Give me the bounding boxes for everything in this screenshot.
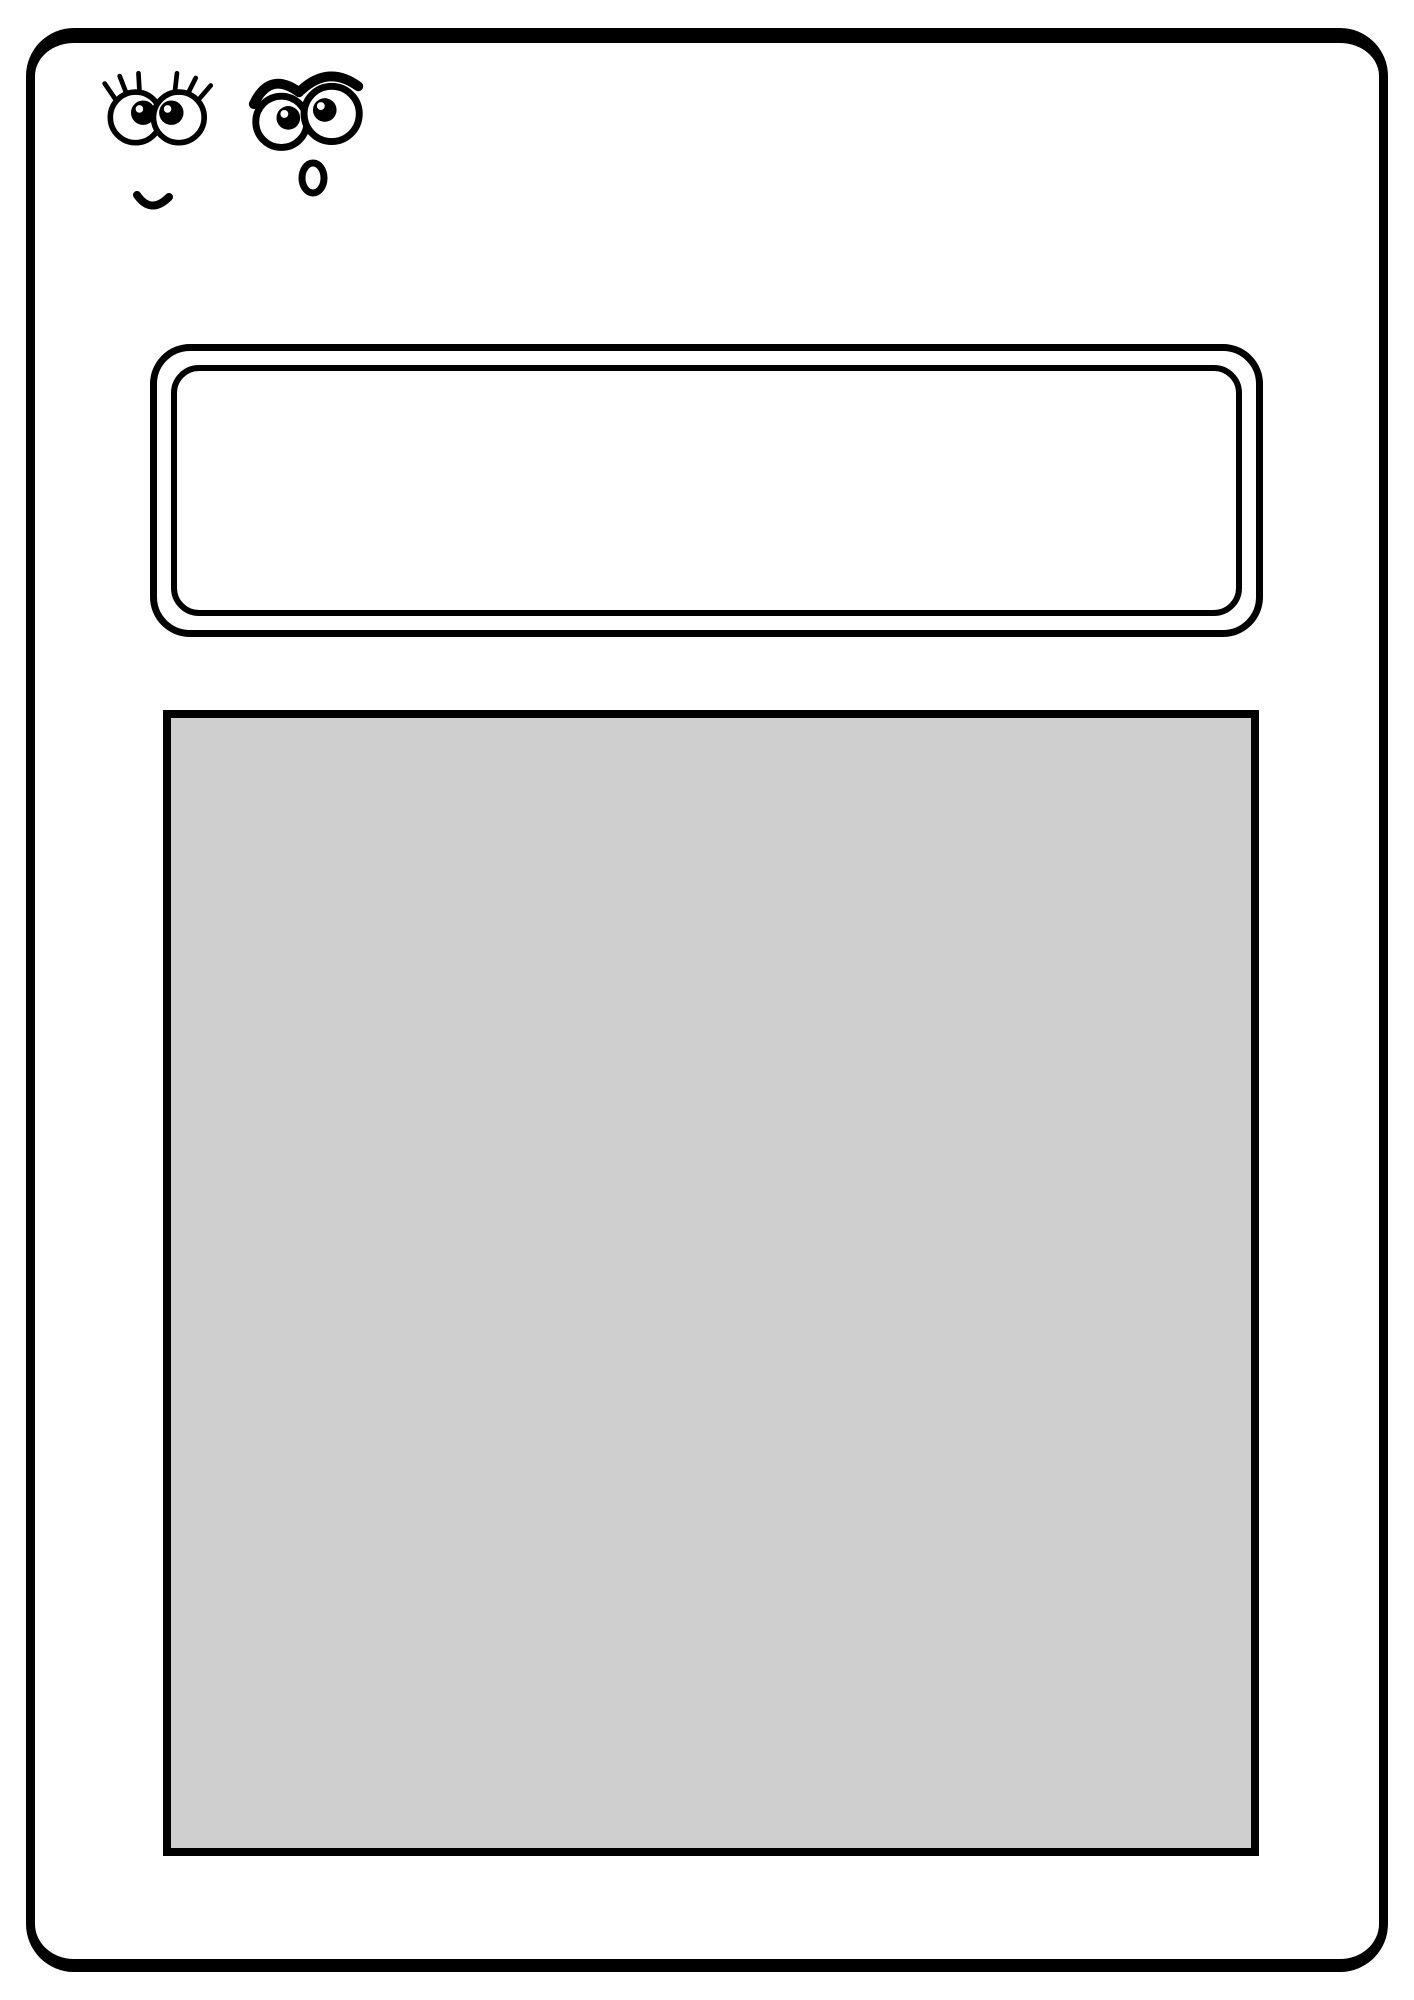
surprised-eyes-icon: [240, 62, 378, 157]
word-search-grid: [163, 710, 1259, 1856]
open-mouth-icon: [296, 158, 330, 198]
ezpz-learn-logo: [100, 68, 400, 308]
page-title: [385, 50, 1330, 285]
word-list: [171, 365, 1242, 616]
smile-icon: [130, 190, 176, 218]
word-list-box: [150, 344, 1263, 637]
girl-eyes-icon: [100, 68, 222, 148]
